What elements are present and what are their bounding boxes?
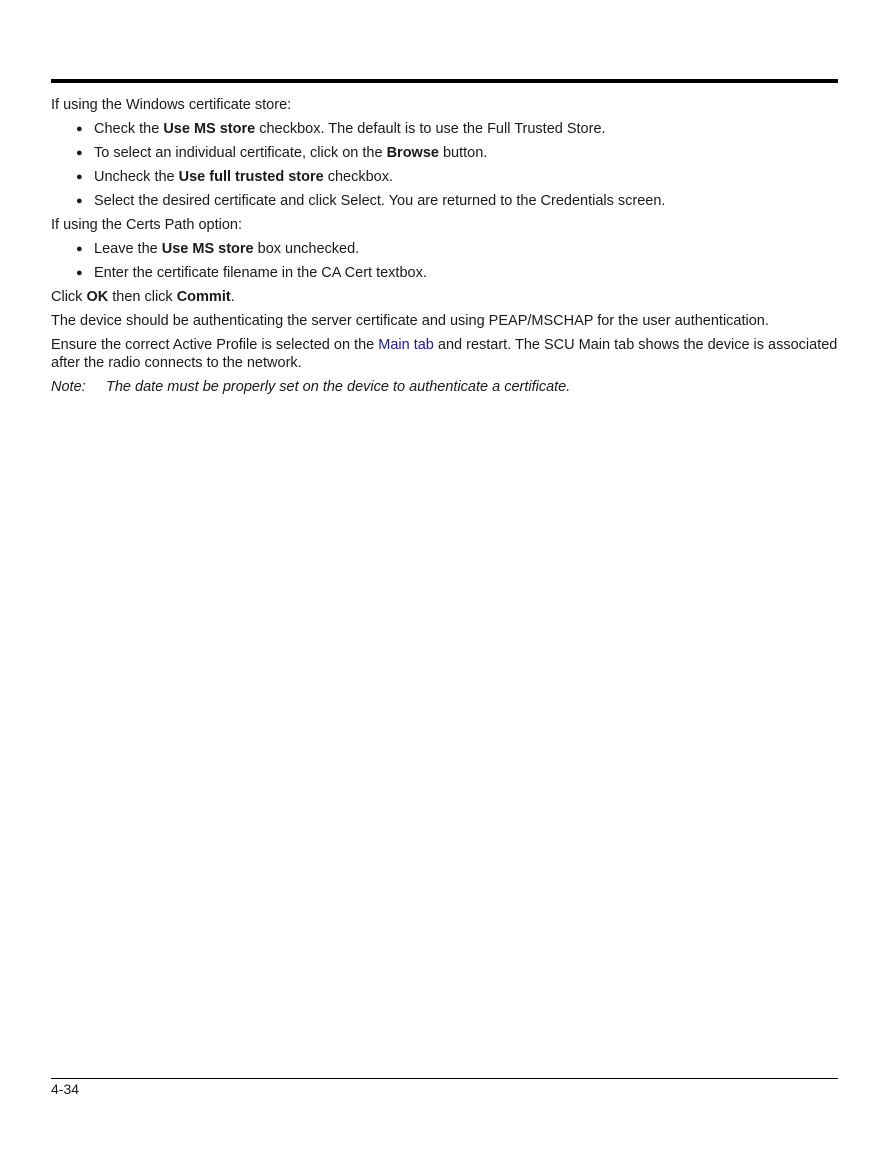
bullet-icon: ● — [76, 123, 83, 135]
click-ok-commit-line: Click OK then click Commit. — [51, 289, 235, 305]
ui-term: Use MS store — [163, 121, 256, 137]
intro-windows-store: If using the Windows certificate store: — [51, 97, 292, 113]
bullet-icon: ● — [76, 147, 83, 159]
list-item: ● Leave the Use MS store box unchecked. — [76, 241, 360, 257]
bullet-icon: ● — [76, 195, 83, 207]
page-number: 4-34 — [51, 1081, 80, 1097]
document-body — [51, 93, 838, 399]
bullet-icon: ● — [76, 171, 83, 183]
windows-steps-list — [51, 117, 838, 213]
note — [51, 375, 838, 399]
bullet-icon: ● — [76, 267, 83, 279]
intro-certs-path: If using the Certs Path option: — [51, 217, 243, 233]
header-rule — [51, 79, 838, 83]
list-item: ● Uncheck the Use full trusted store checkbox. — [76, 169, 393, 185]
commit-term: Commit — [176, 289, 231, 305]
footer-rule — [51, 1078, 838, 1079]
certs-steps-list — [51, 237, 838, 285]
note-label: Note: — [51, 379, 86, 395]
main-tab-link[interactable]: Main tab — [378, 337, 434, 353]
list-item: ● Check the Use MS store checkbox. The default is to use the Full Trusted Store. — [76, 121, 606, 137]
bullet-icon: ● — [76, 243, 83, 255]
device-authentication-line: The device should be authenticating the server certificate and using PEAP/MSCHAP for the user authentication. — [51, 313, 769, 329]
list-item: ● Enter the certificate filename in the CA Cert textbox. — [76, 265, 427, 281]
ui-term: Use MS store — [161, 241, 254, 257]
ensure-profile-line: Ensure the correct Active Profile is selected on the Main tab and restart. The SCU Main tab shows the device is associated after the radio connects to the network. — [51, 337, 838, 371]
ui-term: Use full trusted store — [178, 169, 324, 185]
note-text: The date must be properly set on the device to authenticate a certificate. — [106, 379, 571, 395]
ok-term: OK — [86, 289, 109, 305]
ui-term: Browse — [386, 145, 439, 161]
list-item: ● To select an individual certificate, click on the Browse button. — [76, 145, 488, 161]
list-item: ● Select the desired certificate and click Select. You are returned to the Credentials screen. — [76, 193, 666, 209]
